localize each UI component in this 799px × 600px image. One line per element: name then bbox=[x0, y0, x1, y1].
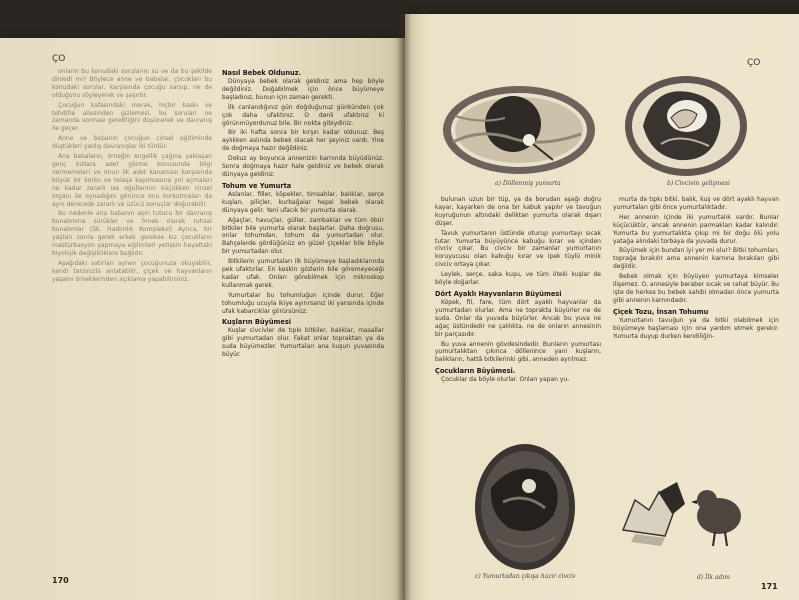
paragraph: Ana babaların, örneğin engellik çağına yaklaşan genç kızlara adet görme konusunda bilgi vermemeleri ve onun ilk adet kanaması karşısında büyük bir korku ve telaşa kapılmasına yol açmaları ne kadar zararlı ise oğullarının küçükken cinsel organı ile oynadığını görünce onu korkutmaları da aynı derecede zararlı ve üzücü sonuçlar doğurabilir. bbox=[52, 153, 212, 208]
page-number-right: 171 bbox=[761, 582, 778, 591]
section-heading: Tohum ve Yumurta bbox=[222, 181, 292, 190]
section-heading: Çiçek Tozu, İnsan Tohumu bbox=[613, 307, 709, 316]
paragraph: bulunan uzun bir tüp, ya da borudan aşağı doğru kayar, kayarken de ona bir kabuk yapılır ve tavuğun kuyruğunun altındaki deliktan yumurta olarak dışarı düşer. bbox=[435, 196, 601, 227]
running-head-left: ÇO bbox=[52, 54, 66, 64]
paragraph: Büyümek için bundan iyi yer mi olur? Bitki tohumları, toprağa bırakılır ama annenin karnına bırakılan gibi değildir. bbox=[613, 247, 779, 271]
paragraph: Bu nedenle ana babanın aşırı tutucu bir davranış bunalımına sürükler ve örnek olarak ruhsal bunalımlar (Sk. Hadımlık Kompleksi) Ayrıca, bir yaştan sonra gerek erkek gerekse kız çocukların mastürbasyon yapmaya eğilimleri yetişkin hayattaki biyolojik değişikliklere bağlıdır. bbox=[52, 210, 212, 257]
right-page bbox=[405, 14, 799, 600]
paragraph: Çocuklar da böyle olurlar. Onları yapan yu- bbox=[441, 376, 570, 384]
section-heading: Nasıl Bebek Oldunuz. bbox=[222, 69, 302, 77]
paragraph: onların bu konudaki sorularını su ve da bu şekilde dinledi mi? Böylece anne ve babalar, çocukları bu konudaki sorular, karşısında çocuğu sarsıp, ne de olduğunu söyleyerek ve şaşırtır. bbox=[52, 68, 212, 99]
figure-caption-a: a) Döllenmiş yumurta bbox=[495, 180, 561, 187]
left-page bbox=[0, 38, 405, 600]
paragraph: İlk canlandığınız gün doğduğunuz günkünden çok çok daha ufaktınız. O denli ufaktınız ki görünmüyordunuz bile. Bir nokta gibiydiniz. bbox=[222, 103, 384, 127]
chick-ready-to-hatch-illustration bbox=[473, 442, 577, 572]
right-page-column-2 bbox=[613, 196, 779, 472]
figure-caption-c: c) Yumurtadan çıkışa hazır civciv bbox=[475, 573, 576, 580]
paragraph: Aslanlar, filler, köpekler, timsahlar, balıklar, serçe kuşları, piliçler, kurbağalar hepsi bebek olarak dünyaya gelir. Yeni ufacık bir yumurta olarak. bbox=[222, 190, 384, 214]
paragraph: Anne ve babanın çocuğun cinsel eğitiminde düştükleri yanlış davranışlar iki türdür. bbox=[52, 135, 212, 151]
paragraph: Yumurtanın tavuğun ya da bitki olabilmek için büyümeye başlaması için ona yardım etmek gerekir. Yumurta duyup durken kendiliğin- bbox=[613, 316, 779, 340]
section-heading: Kuşların Büyümesi bbox=[222, 318, 292, 327]
paragraph: Dokuz ay boyunca annenizin karnında büyüdünüz. Sonra doğmaya hazır hale geldiniz ve bebek olarak dünyaya geldiniz. bbox=[222, 155, 384, 178]
section-heading: Dört Ayaklı Hayvanların Büyümesi bbox=[435, 289, 562, 298]
paragraph: Ağaçlar, havuçlar, güller, zambaklar ve tüm öbür bitkiler bile yumurta olarak başlarlar. Daha doğrusu, onlar tohumdan, tohum da yumurtadan olur. Bahçelerde gördüğünüz en güzel çiçekler bile böyle bir yumurtadan olur. bbox=[222, 216, 384, 256]
figure-caption-d: d) İlk adım bbox=[697, 574, 730, 581]
paragraph: murta da tıpkı bitki, balık, kuş ve dört ayaklı hayvan yumurtaları gibi önce yumurtalıktadır. bbox=[613, 196, 779, 211]
paragraph: Aşağıdaki satırları aynen çocuğunuza okuyabilir, kendi tarzınızla anlatabilir, çiçek ve hayvanların yaşamı örneklerinden açıklama yapabilirsiniz. bbox=[52, 259, 212, 283]
paragraph: Tavuk yumurtanın üstünde oturup yumurtayı sıcak tutar. Yumurta büyüyünce kabuğu kırar ve içinden civciv çıkar. Bu civciv bir zamanlar yumurtanın koruyucusu olan kabuğu kırar ve ipek tüylü minik civciv ortaya çıkar. bbox=[435, 229, 601, 269]
section-heading: Çocukların Büyümesi. bbox=[435, 367, 516, 376]
left-page-column-1 bbox=[52, 68, 212, 593]
fertilized-egg-illustration bbox=[441, 78, 597, 178]
paragraph: Yumurtalar bu tohumluğun içinde durur. Eğer tohumluğu ucuyla ikiye ayırırsanız iki yarısında içinde ufak kabarcıklar görürsünüz. bbox=[222, 291, 384, 315]
paragraph: Dünyaya bebek olarak geldiniz ama hep böyle değildiniz. Doğabilmek için önce büyümeye başladınız, bunun için zaman gerekti. bbox=[222, 78, 384, 101]
first-step-illustration bbox=[615, 474, 755, 554]
paragraph: Bebek olmak için büyüyen yumurtaya kimseler ilişemez. O, annesiyle beraber sıcak ve rahat büyür. Bu işte de herkes bu bebek sahibi olmadan önce yumurta gibi annenin karnındadır. bbox=[613, 273, 779, 304]
paragraph: Köpek, fil, fare, tüm dört ayaklı hayvanlar da yumurtadan olurlar. Ama ne toprakta büyürler ne de suda. Onlar da yuvada büyürler. Ancak bu yuva ne ağaç üstündedir ne çalılıkta, ne de onların annesinin bir parçasıdır. bbox=[435, 298, 601, 338]
paragraph: Bir iki hafta sonra bir kırşın kadar oldunuz. Beş aylıkken aslında bebek olacak her şeyiniz vardı. Yine de doğmaya hazır değildiniz. bbox=[222, 129, 384, 153]
page-number-left: 170 bbox=[52, 576, 69, 585]
paragraph: Her annenin içinde iki yumurtalık vardır. Bunlar küçücüktür, ancak annenin parmakları kadar kalındır. Yumurta bu yumurtalıkta çıkıp mi bir doğu ölü yolu yatağa alındaki torbaya da yuvada durur. bbox=[613, 213, 779, 245]
chick-development-illustration bbox=[623, 74, 749, 178]
paragraph: Bitkilerin yumurtaları ilk büyümeye başladıklarında pek ufaktırlar. En keskin gözlerin bile göremeyeceği kadar ufak. Onları görebilmek için mikroskop kullanmak gerek. bbox=[222, 258, 384, 289]
figure-caption-b: b) Civcivin gelişmesi bbox=[667, 180, 730, 187]
paragraph: Çocuğun kafasındaki merak, hiçbir baskı ve tehditle ailesinden gizlemesi, bu soruları ne zamanda sorması gerektiğini düşünerek ve davranış ile geçer. bbox=[52, 101, 212, 133]
paragraph: Bu yuva annenin gövdesindedir. Bunların yumurtası yumurtalıktan çıkınca döllenince yani kuşların, balıkların, hattâ bitkilerinki gibi, anneden ayrılmaz. bbox=[435, 340, 601, 364]
book-gutter-shadow bbox=[396, 14, 412, 600]
paragraph: Kuşlar civcivler de tıpkı bitkiler, balıklar, masallar gibi yumurtadan olur. Fakat onlar topraktan ya da suda büyümezler. Yumurtaları ana kuşun yuvasında büyür. bbox=[222, 327, 384, 359]
running-head-right: ÇO bbox=[747, 58, 761, 68]
paragraph: Leylek, serçe, saka kuşu, ve tüm öteki kuşlar de böyle doğarlar. bbox=[435, 271, 601, 287]
right-page-column-1 bbox=[435, 196, 601, 426]
left-page-column-2 bbox=[222, 66, 384, 594]
